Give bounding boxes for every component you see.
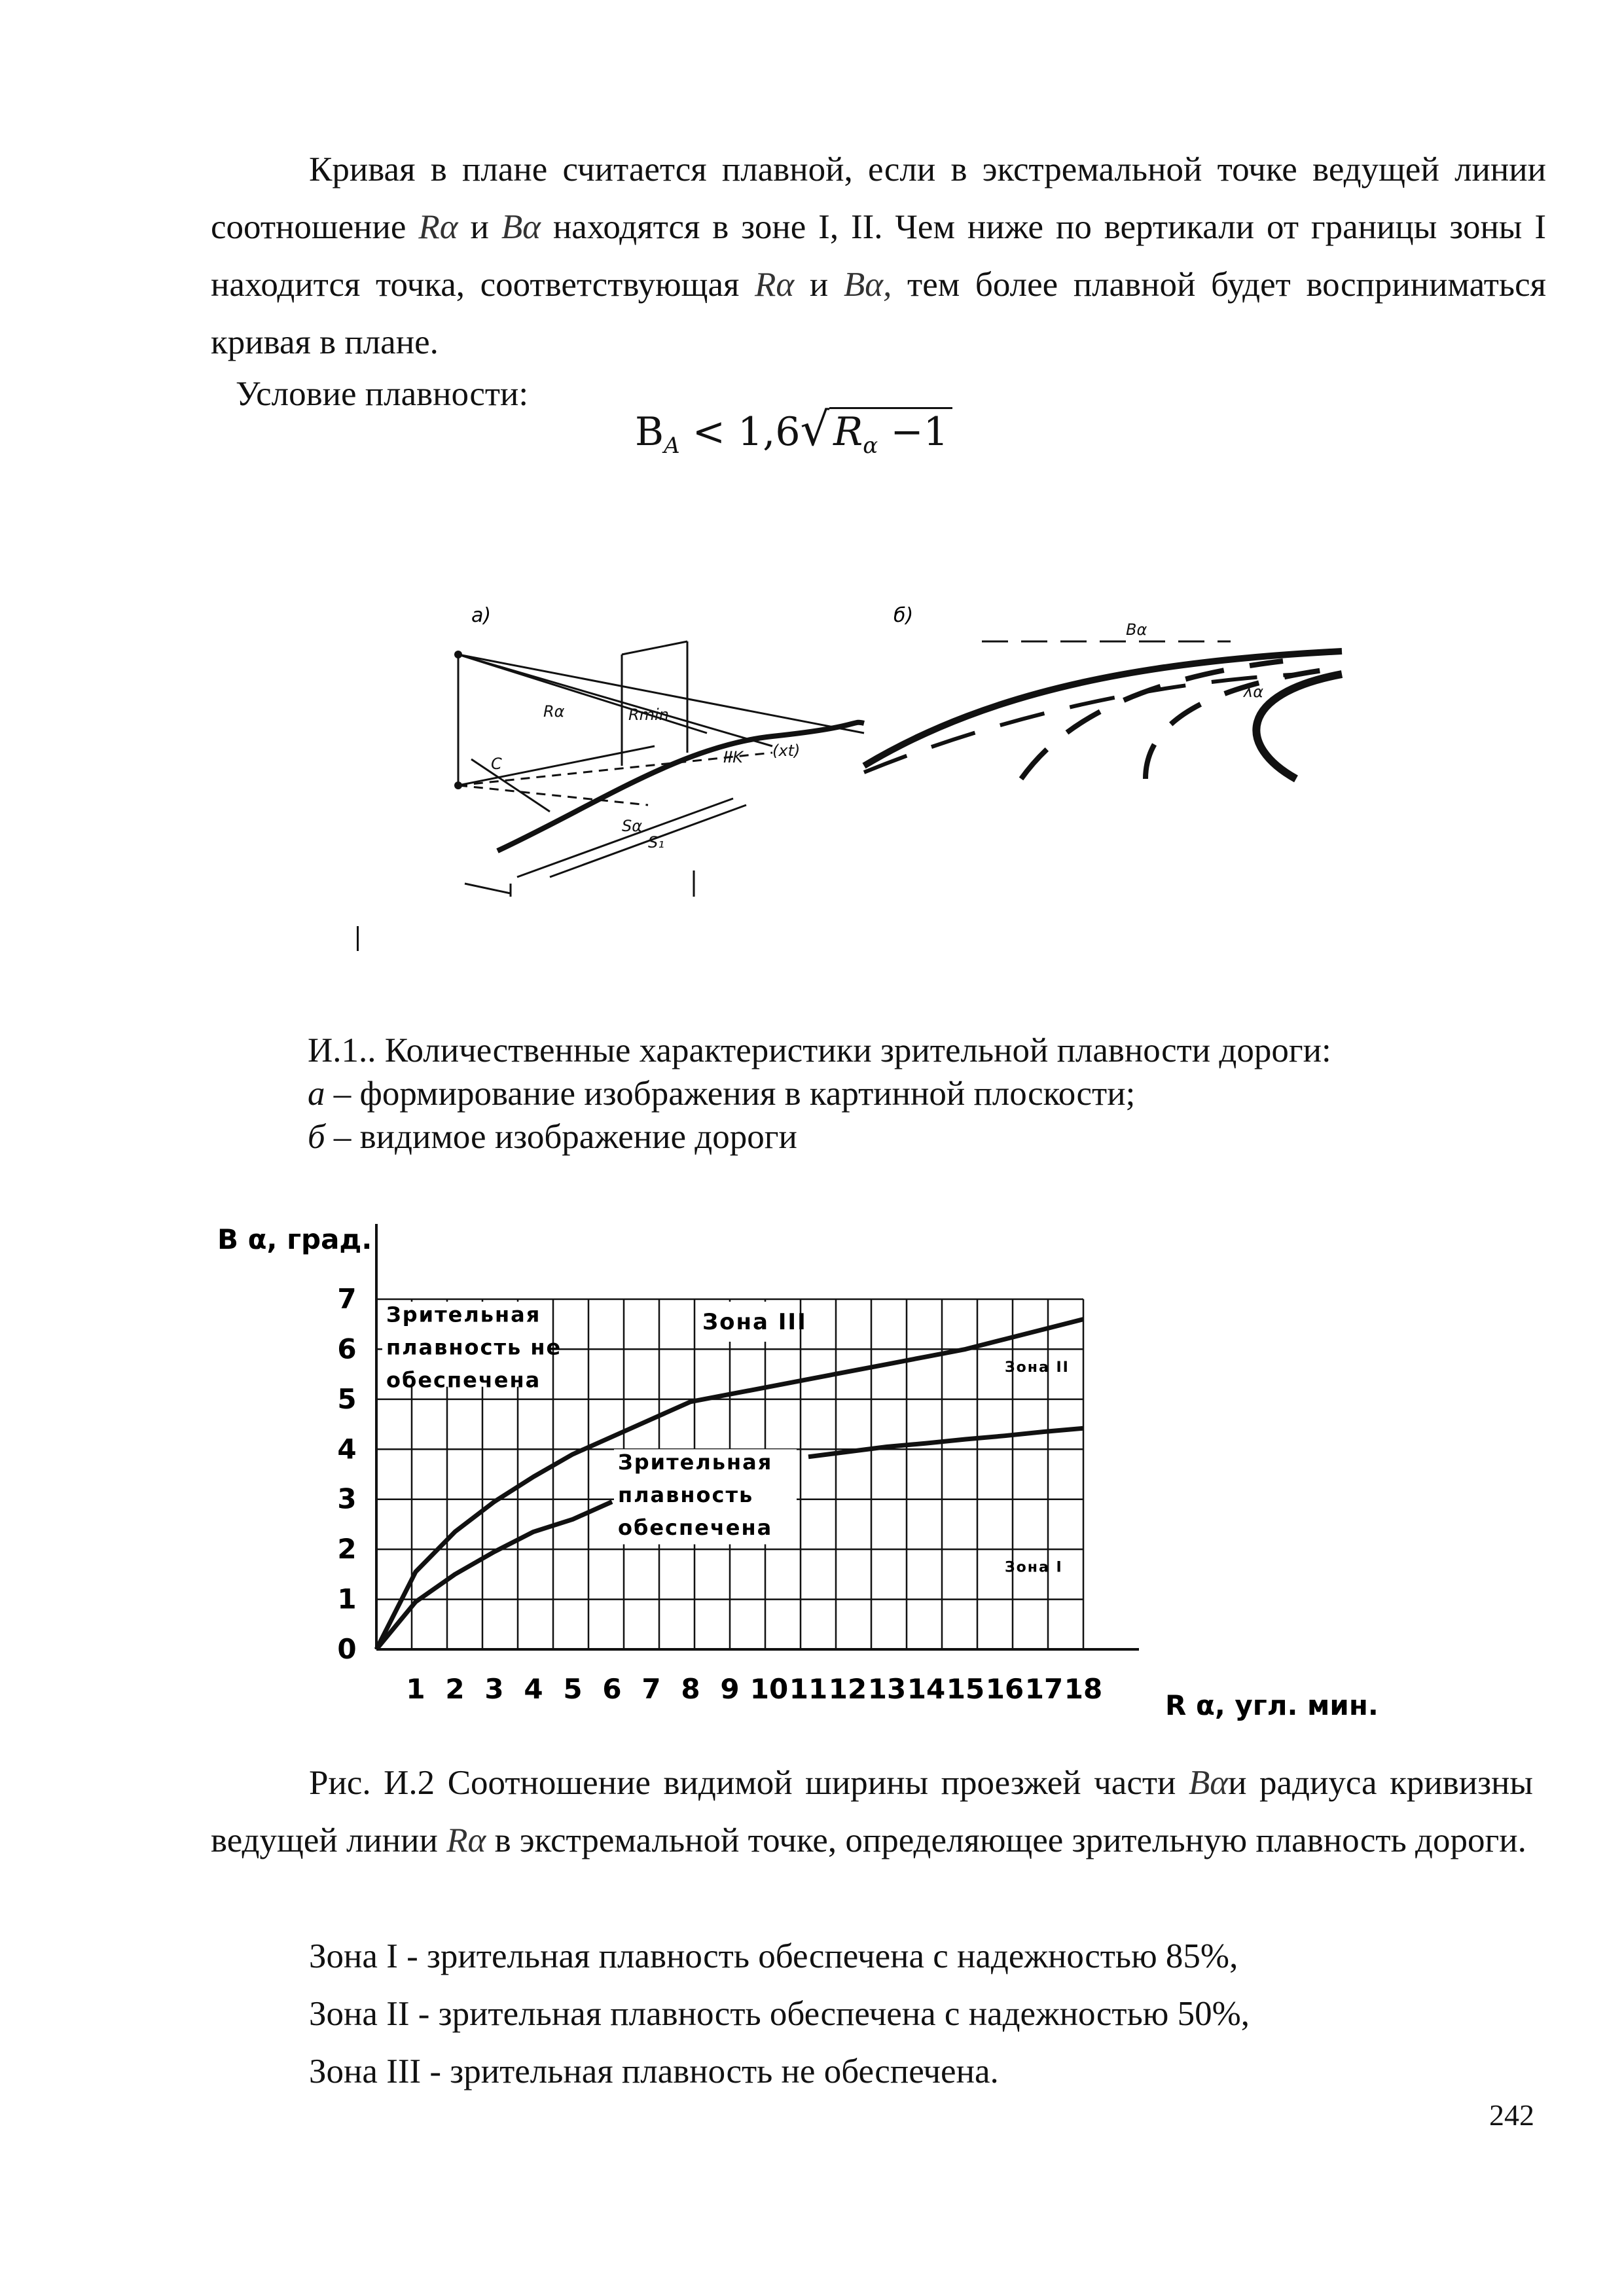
text-run: и радиуса кривизны ведущей линии [211,1764,1533,1859]
annotation-not-ensured: плавность не [386,1335,562,1360]
label-s1: S₁ [648,833,664,852]
math-r-alpha: Rα [755,266,795,304]
figure-road-sketches [432,589,1388,956]
caption-line-b [308,1115,1331,1158]
figure-label-a: а) [471,604,492,627]
paragraph-intro [211,141,1546,371]
cursor-mark [357,926,359,951]
chart-axes [376,1224,1139,1649]
series-line [808,1428,1083,1457]
caption-line-a [308,1072,1331,1115]
condition-label: Условие плавности: [236,375,529,413]
sqrt-icon: √ [800,403,830,456]
smoothness-formula [635,403,952,459]
y-tick-label: 2 [337,1533,357,1566]
annotation-zone1: Зона I [1005,1559,1063,1576]
x-tick-label: 5 [563,1673,583,1705]
x-tick-label: 7 [641,1673,661,1705]
y-tick-label: 1 [337,1583,357,1615]
x-tick-label: 14 [907,1673,946,1705]
x-tick-label: 8 [681,1673,700,1705]
y-tick-label: 0 [337,1633,357,1665]
formula-mid: < 1,6 [679,409,801,455]
x-tick-label: 11 [789,1673,828,1705]
text-run: и [794,266,844,304]
zone-description: Зона III - зрительная плавность не обеспечена. [309,2053,999,2090]
y-tick-label: 5 [337,1382,357,1415]
annotation-ensured: Зрительная [618,1449,773,1475]
x-tick-label: 9 [720,1673,740,1705]
annotation-ensured: плавность [618,1482,754,1507]
zone-description: Зона I - зрительная плавность обеспечена с надежностью 85%, [309,1937,1238,1975]
math-b-alpha: Bα, [843,266,892,304]
figure-label-b: б) [893,604,914,627]
x-tick-label: 1 [406,1673,425,1705]
math-r-alpha: Rα [446,1821,486,1859]
text-run: и [458,208,501,246]
x-tick-label: 15 [946,1673,985,1705]
formula-radicand [829,407,952,459]
page-number: 242 [1489,2098,1534,2132]
smoothness-chart [196,1204,1440,1741]
y-tick-label: 4 [337,1433,357,1465]
formula-rad-sub: α [863,433,878,459]
caption-text: – формирование изображения в картинной плоскости; [325,1075,1136,1113]
x-tick-label: 3 [484,1673,504,1705]
label-iik: IIK [723,748,743,766]
annotation-not-ensured: Зрительная [386,1302,541,1327]
x-tick-label: 13 [867,1673,907,1705]
caption-text: – видимое изображение дороги [325,1118,797,1156]
sketch-b [864,641,1342,779]
annotation-not-ensured: обеспечена [386,1367,541,1393]
formula-sub: A [664,433,680,459]
label-lambda-alpha: λα [1244,683,1264,701]
caption-letter: а [308,1075,325,1113]
label-r-min: Rmin [628,706,669,724]
y-tick-label: 7 [337,1283,357,1315]
zone-description: Зона II - зрительная плавность обеспечена с надежностью 50%, [309,1995,1250,2033]
x-tick-label: 6 [602,1673,622,1705]
x-tick-label: 4 [524,1673,543,1705]
figure1-caption [308,1029,1331,1158]
math-r-alpha: Rα [418,208,458,246]
math-b-alpha: Bα [1188,1764,1229,1802]
annotation-zone3: Зона III [702,1308,807,1335]
caption-letter: б [308,1118,325,1156]
label-xt: (xt) [772,742,801,760]
x-tick-label: 17 [1024,1673,1064,1705]
text-run: Кривая в плане считается плавной, если в экстремальной точке ведущей линии соотношение [211,151,1546,246]
y-tick-label: 3 [337,1482,357,1515]
x-tick-label: 18 [1064,1673,1103,1705]
annotation-zone2: Зона II [1005,1359,1070,1376]
chart-ylabel: В α, град. [217,1223,372,1255]
x-tick-label: 10 [749,1673,789,1705]
text-run: в экстремальной точке, определяющее зрительную плавность дороги. [486,1821,1526,1859]
chart-xlabel: R α, угл. мин. [1165,1689,1379,1721]
y-tick-label: 6 [337,1333,357,1365]
label-r-alpha: Rα [543,702,565,721]
formula-rad-tail: −1 [878,409,948,455]
caption-line: И.1.. Количественные характеристики зрительной плавности дороги: [308,1031,1331,1069]
text-run: находятся в зоне I, II. Чем ниже по вертикали от границы зоны I находится точка, соответствующая [211,208,1546,304]
x-tick-label: 12 [828,1673,867,1705]
formula-rad-r: R [833,409,863,455]
sketch-a [458,641,864,897]
text-run: Рис. И.2 Соотношение видимой ширины проезжей части [309,1764,1189,1802]
label-b-alpha: Bα [1126,620,1147,639]
formula-lhs: B [635,409,664,455]
label-s-alpha: Sα [622,817,643,835]
annotation-ensured: обеспечена [618,1515,773,1540]
text-run: тем более плавной будет восприниматься кривая в плане. [211,266,1546,361]
math-b-alpha: Bα [501,208,541,246]
figure2-caption [211,1754,1533,1869]
x-tick-label: 2 [445,1673,465,1705]
x-tick-label: 16 [985,1673,1024,1705]
label-c: C [491,755,502,773]
